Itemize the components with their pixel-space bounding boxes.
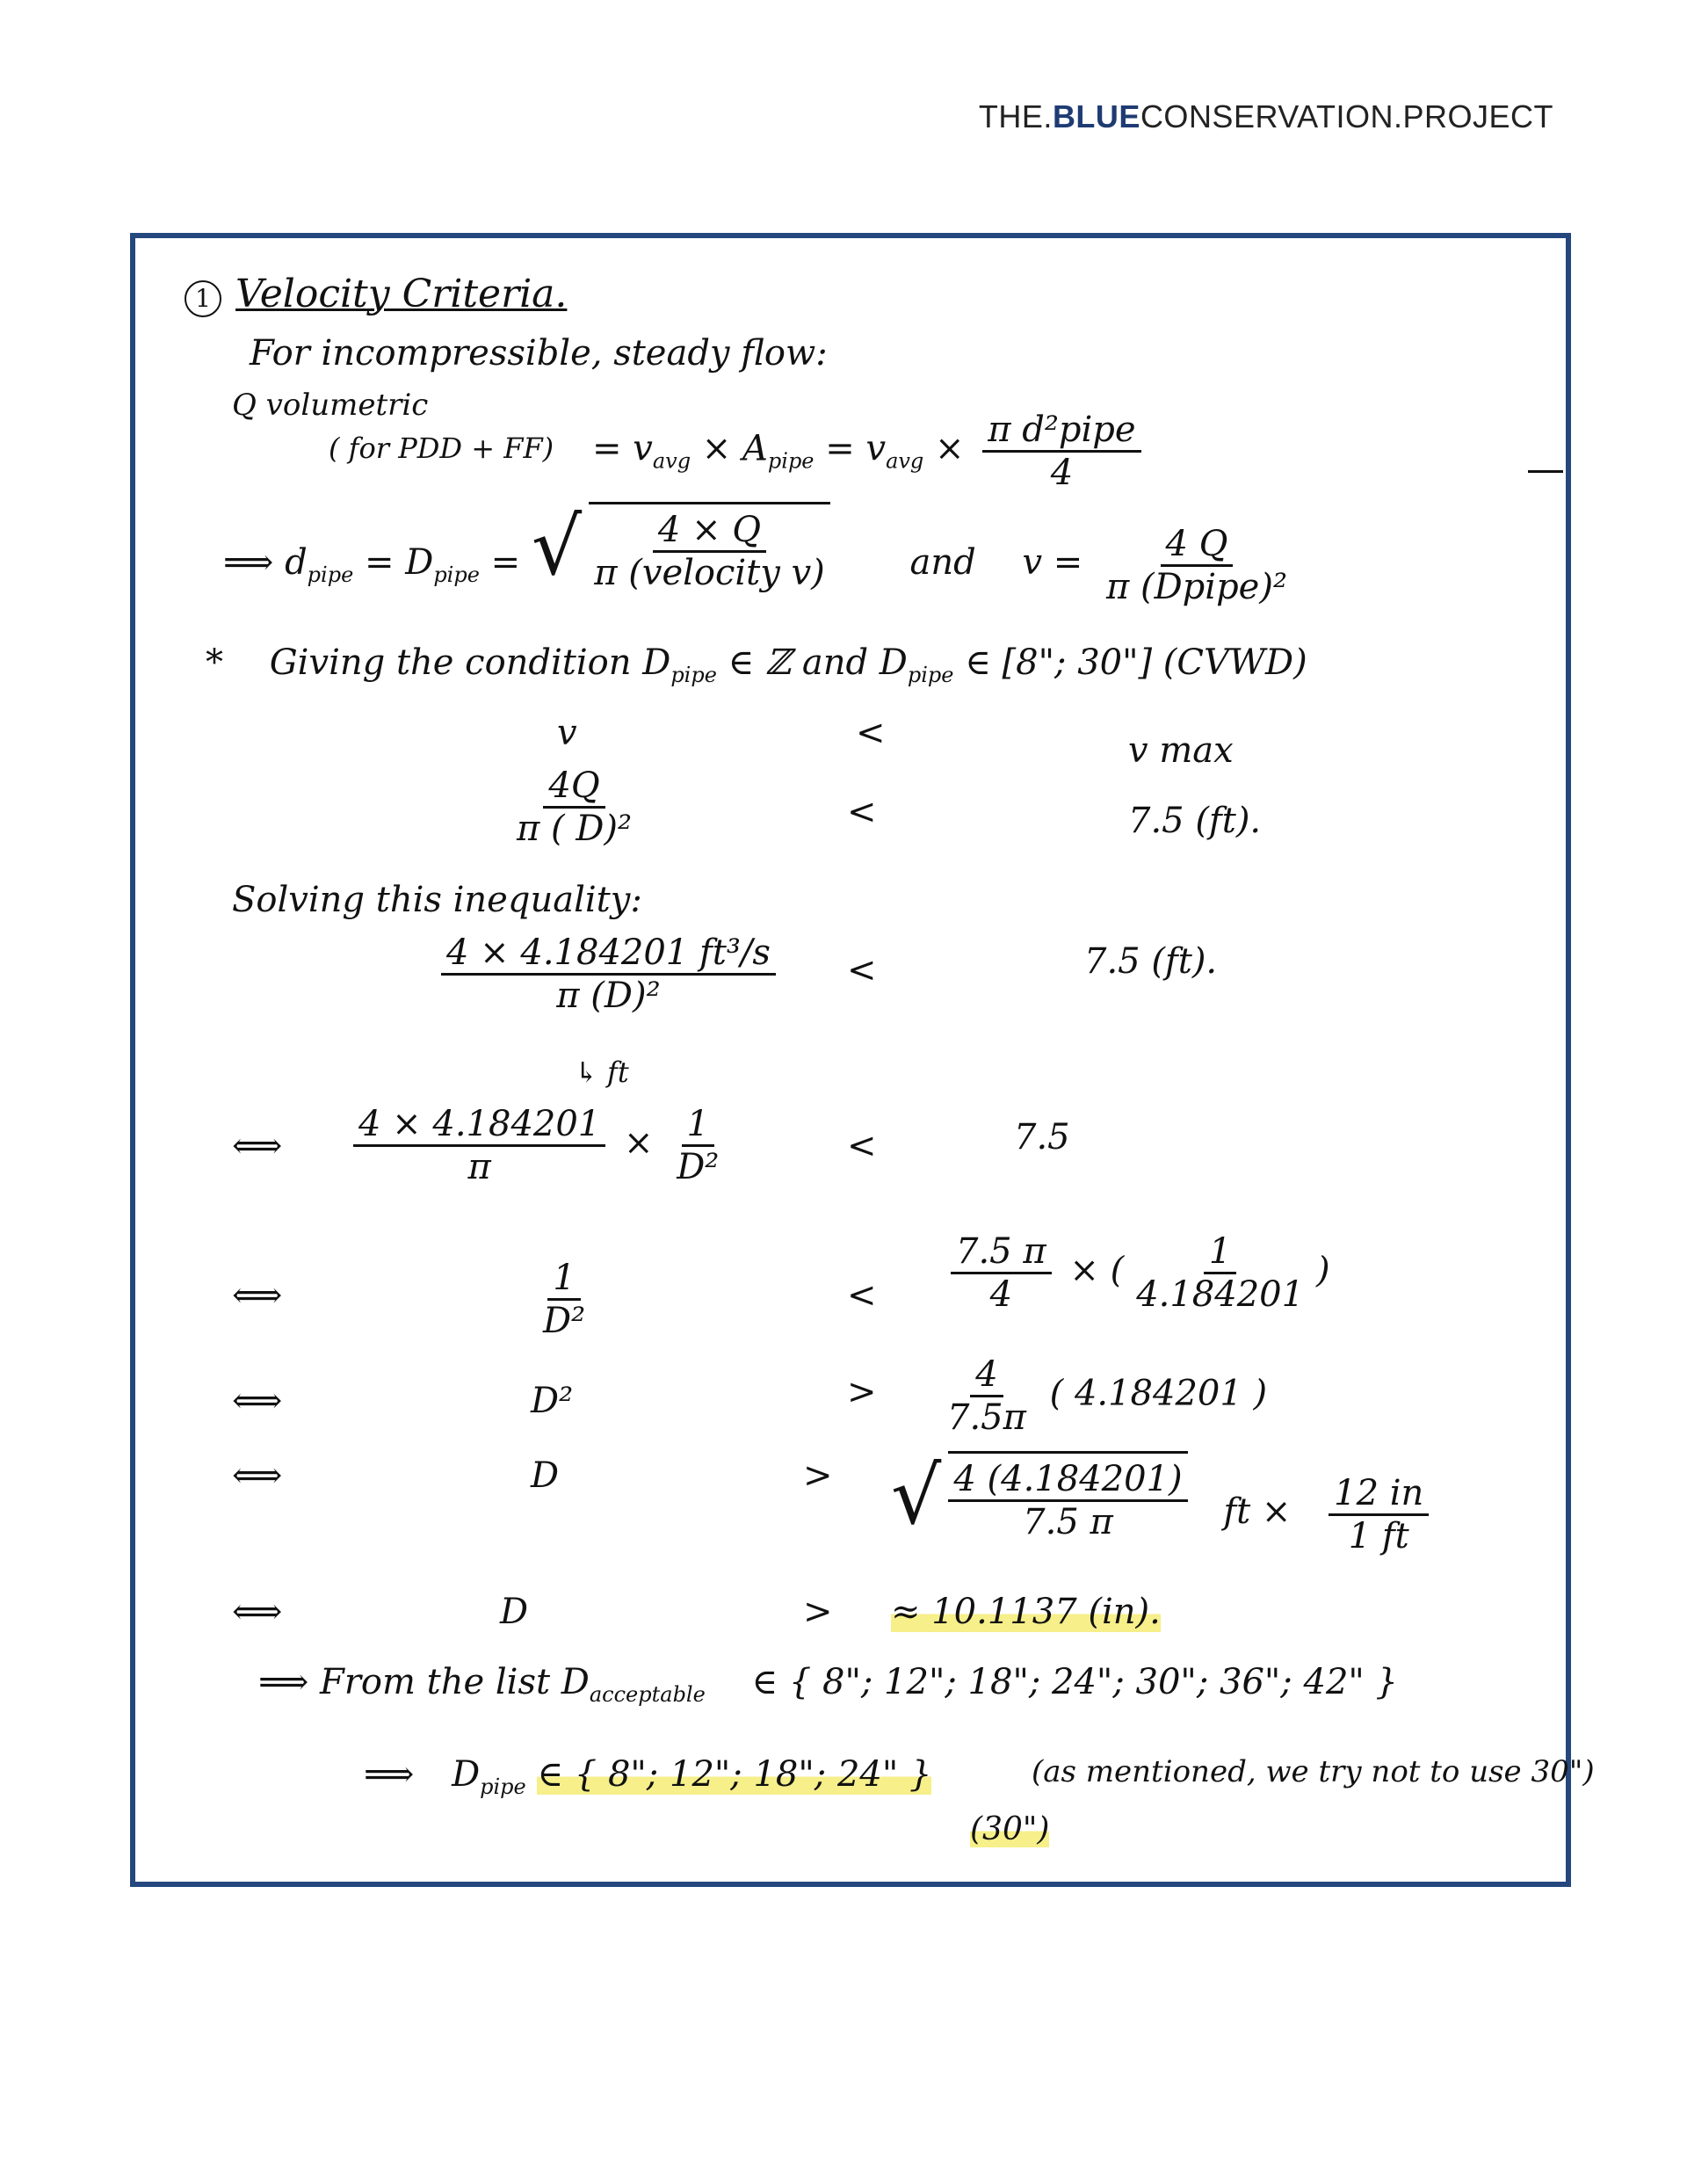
s-den-unit: ↳ ft xyxy=(575,1056,629,1089)
dpipe-line xyxy=(223,502,1300,607)
given-sub-2: pipe xyxy=(907,663,954,687)
s-frac xyxy=(441,932,776,1016)
v-fraction xyxy=(1101,524,1292,607)
from-list-text: ⟹ From the list D xyxy=(258,1662,590,1702)
l3-rhs-num: 4 xyxy=(970,1354,1003,1397)
l2-num: 1 xyxy=(547,1258,580,1301)
l5-lhs: D xyxy=(500,1592,529,1632)
v-symbol: v xyxy=(557,713,577,753)
solving-fraction xyxy=(434,932,783,1016)
iff-5: ⟺ xyxy=(232,1592,283,1632)
f4q-num: 4Q xyxy=(543,765,605,809)
final-arrow: ⟹ xyxy=(364,1754,415,1795)
l1-times: × xyxy=(623,1122,654,1164)
lt-4: < xyxy=(847,1126,877,1166)
gt-3: > xyxy=(803,1592,833,1632)
sqrt-num: 4 × Q xyxy=(653,510,766,553)
l4-conv-den: 1 ft xyxy=(1348,1515,1409,1556)
arrow: ⟹ xyxy=(223,542,274,583)
given-text-2: ∈ ℤ and D xyxy=(728,642,908,683)
v-num: 4 Q xyxy=(1161,524,1234,567)
vmax-val: 7.5 (ft). xyxy=(1128,801,1262,841)
gt-1: > xyxy=(847,1372,877,1412)
s-rhs: 7.5 (ft). xyxy=(1084,941,1218,982)
lt-3: < xyxy=(847,950,877,990)
iff-3: ⟺ xyxy=(232,1381,283,1421)
final-set: ∈ { 8"; 12"; 18"; 24" } xyxy=(537,1754,932,1795)
pi-d2-num: π d²pipe xyxy=(982,410,1140,453)
section-number: 1 xyxy=(185,280,221,317)
l4-conv-frac xyxy=(1329,1473,1429,1556)
v-eq: v = xyxy=(1022,542,1083,583)
gt-2: > xyxy=(803,1455,833,1496)
final-sub: pipe xyxy=(480,1774,526,1799)
l2-tail-den: 4.184201 xyxy=(1136,1274,1305,1315)
q-eq1: = v xyxy=(592,428,653,469)
solving-line: Solving this inequality: xyxy=(232,880,642,920)
vmax: v max xyxy=(1128,730,1234,771)
lt-5: < xyxy=(847,1275,877,1316)
l4-sqrt-frac xyxy=(948,1451,1187,1542)
page-header xyxy=(979,98,1553,135)
final-D: D xyxy=(452,1754,481,1795)
v-den: π (Dpipe)² xyxy=(1105,566,1287,607)
s-den: π (D)² xyxy=(556,976,661,1016)
q-eq2: × A xyxy=(701,428,768,469)
l1-b-frac xyxy=(671,1104,724,1187)
q-eq3: = v xyxy=(825,428,887,469)
sqrt-den: π (velocity v) xyxy=(594,553,825,593)
l1-frac xyxy=(353,1104,605,1187)
l3-rhs-den: 7.5π xyxy=(947,1397,1026,1438)
Dpipe-sub: pipe xyxy=(433,562,480,587)
iff-4: ⟺ xyxy=(232,1455,283,1496)
sqrt-fraction xyxy=(589,502,830,593)
final-line xyxy=(364,1754,931,1799)
iff-1: ⟺ xyxy=(232,1126,283,1166)
Dpipe-eq: = D xyxy=(365,542,434,583)
q-label: Q volumetric xyxy=(232,388,429,423)
l4-rhs xyxy=(891,1451,1436,1556)
pi-d2-den: 4 xyxy=(1050,453,1074,493)
l1-expr xyxy=(346,1104,731,1187)
lt-2: < xyxy=(847,792,877,832)
l2-rhs: $\frac{7.5 \pi}{4}$ × ( $\frac{1}{4.184201}$ ) xyxy=(944,1231,1330,1315)
eq-sign: = xyxy=(490,542,521,583)
l1-den: π xyxy=(467,1147,491,1187)
avg-sub: avg xyxy=(652,448,691,474)
l1-b-den: D² xyxy=(677,1147,720,1187)
l2-den: D² xyxy=(543,1301,586,1341)
pipe-sub: pipe xyxy=(767,448,815,474)
l1-b-num: 1 xyxy=(682,1104,714,1147)
l2-times: × xyxy=(1069,1250,1099,1291)
f4q-fraction xyxy=(504,765,644,849)
q-sub: ( for PDD + FF) xyxy=(329,432,554,465)
given-text-3: ∈ [8"; 30"] (CVWD) xyxy=(965,642,1307,683)
header-prefix: THE. xyxy=(978,98,1053,134)
l4-sqrt-den: 7.5 π xyxy=(1023,1502,1113,1542)
pi-d2-fraction xyxy=(982,410,1140,493)
header-brand: BLUE xyxy=(1052,98,1140,134)
l4-sqrt-num: 4 (4.184201) xyxy=(948,1459,1187,1502)
intro-line: For incompressible, steady flow: xyxy=(250,333,828,374)
l2-rhs-frac xyxy=(951,1231,1052,1315)
l4-conv-num: 12 in xyxy=(1329,1473,1429,1516)
l3-rhs xyxy=(935,1354,1267,1438)
sqrt-icon: √ xyxy=(531,501,583,593)
given-text: Giving the condition D xyxy=(269,642,671,683)
avg-sub-2: avg xyxy=(886,448,924,474)
given-sub: pipe xyxy=(670,663,717,687)
l2-fraction xyxy=(538,1258,590,1341)
l1-num: 4 × 4.184201 xyxy=(353,1104,605,1147)
l2-tail-num: 1 xyxy=(1204,1231,1236,1274)
acceptable-sub: acceptable xyxy=(589,1682,706,1707)
final-30: (30") xyxy=(970,1811,1050,1847)
l1-rhs: 7.5 xyxy=(1014,1117,1070,1157)
given-line xyxy=(206,642,1307,687)
l3-lhs: D² xyxy=(531,1381,574,1421)
margin-dash xyxy=(1528,470,1563,473)
l4-lhs: D xyxy=(531,1455,560,1496)
and-word: and xyxy=(909,542,976,583)
section-title xyxy=(185,272,567,317)
l2-rhs-num: 7.5 π xyxy=(951,1231,1052,1274)
l5-rhs: ≈ 10.1137 (in). xyxy=(891,1592,1161,1632)
f4q-den: π ( D)² xyxy=(517,809,633,849)
final-note: (as mentioned, we try not to use 30") xyxy=(1032,1754,1595,1789)
section-title-text: Velocity Criteria. xyxy=(235,272,568,316)
l2-rhs-den: 4 xyxy=(989,1274,1013,1315)
q-eq4: × xyxy=(935,428,965,469)
l4-sqrt xyxy=(891,1451,1195,1542)
f4q-frac xyxy=(511,765,637,849)
dpipe: d xyxy=(285,542,308,583)
l3-rhs-frac xyxy=(942,1354,1032,1438)
sqrt-expr xyxy=(532,502,837,593)
star: * xyxy=(206,642,223,683)
from-list-line xyxy=(258,1662,1398,1707)
l4-unit: ft × xyxy=(1223,1491,1292,1532)
l2-frac xyxy=(531,1258,597,1341)
l3-rhs-tail: ( 4.184201 ) xyxy=(1049,1373,1268,1414)
notes-frame xyxy=(130,233,1595,1887)
dpipe-sub: pipe xyxy=(307,562,354,587)
iff-2: ⟺ xyxy=(232,1275,283,1316)
s-num: 4 × 4.184201 ft³/s xyxy=(441,932,776,976)
sqrt-icon-2: √ xyxy=(891,1450,942,1542)
header-suffix: CONSERVATION.PROJECT xyxy=(1140,98,1553,134)
list-set: ∈ { 8"; 12"; 18"; 24"; 30"; 36"; 42" } xyxy=(751,1662,1398,1702)
q-equation xyxy=(592,410,1148,493)
lt-1: < xyxy=(856,713,886,753)
l2-tail-frac xyxy=(1131,1231,1309,1315)
